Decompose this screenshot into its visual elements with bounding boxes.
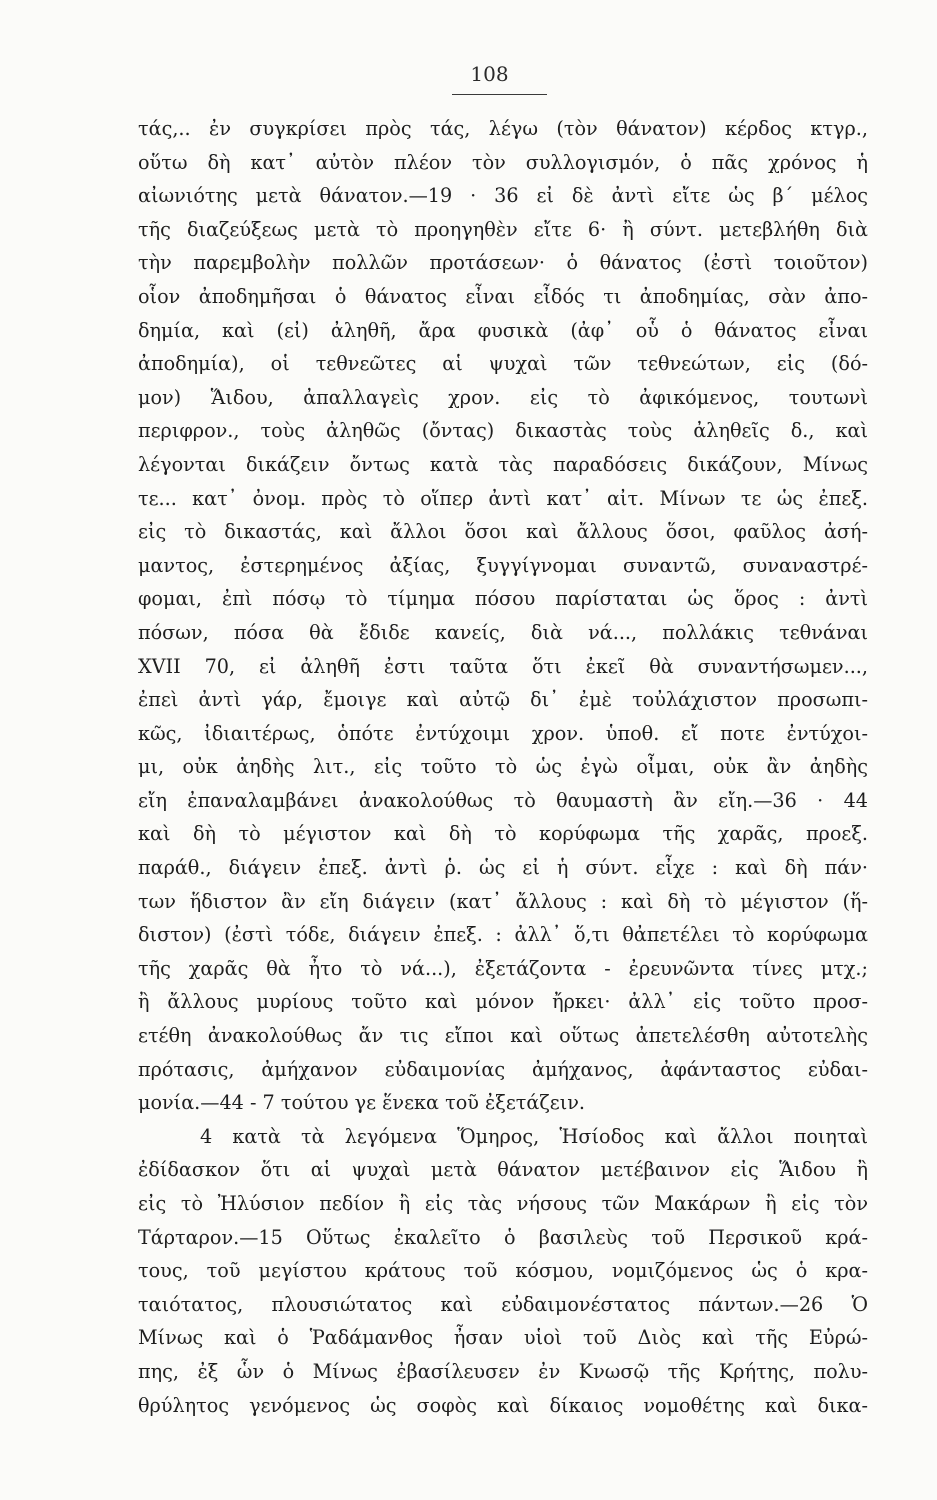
text-line: καὶ δὴ τὸ μέγιστον καὶ δὴ τὸ κορύφωμα τῆς χαρᾶς, προεξ. (138, 822, 868, 846)
text-line: Μίνως καὶ ὁ Ῥαδάμανθος ἦσαν υἱοὶ τοῦ Διὸς καὶ τῆς Εὐρώ- (138, 1326, 868, 1350)
text-line: τε... κατ᾽ ὀνομ. πρὸς τὸ οἵπερ ἀντὶ κατ᾽ αἰτ. Μίνων τε ὡς ἐπεξ. (138, 486, 868, 510)
text-line: XVII 70, εἰ ἀληθῆ ἐστι ταῦτα ὅτι ἐκεῖ θὰ συναντήσωμεν..., (138, 654, 868, 678)
text-line: ταιότατος, πλουσιώτατος καὶ εὐδαιμονέστατος πάντων.—26 Ὁ (138, 1292, 868, 1316)
text-line: δημία, καὶ (εἰ) ἀληθῆ, ἄρα φυσικὰ (ἀφ᾽ οὗ ὁ θάνατος εἶναι (138, 318, 868, 342)
text-line: πόσων, πόσα θὰ ἔδιδε κανείς, διὰ νά..., πολλάκις τεθνάναι (138, 620, 868, 644)
text-line: ἐδίδασκον ὅτι αἱ ψυχαὶ μετὰ θάνατον μετέβαινον εἰς Ἅιδου ἢ (138, 1158, 868, 1182)
text-line: τῆς διαζεύξεως μετὰ τὸ προηγηθὲν εἴτε 6· ἢ σύντ. μετεβλήθη διὰ (138, 217, 868, 241)
text-line: διστον) (ἐστὶ τόδε, διάγειν ἐπεξ. : ἀλλ᾽ ὅ,τι θἀπετέλει τὸ κορύφωμα (138, 923, 868, 947)
text-line: φομαι, ἐπὶ πόσῳ τὸ τίμημα πόσου παρίσταται ὡς ὅρος : ἀντὶ (138, 587, 868, 611)
text-line: ἐπεὶ ἀντὶ γάρ, ἔμοιγε καὶ αὐτῷ δι᾽ ἐμὲ τοὐλάχιστον προσωπι- (138, 688, 868, 712)
text-line: ετέθη ἀνακολούθως ἄν τις εἴποι καὶ οὕτως ἀπετελέσθη αὐτοτελὴς (138, 1024, 868, 1048)
text-line: παράθ., διάγειν ἐπεξ. ἀντὶ ῥ. ὡς εἰ ἡ σύντ. εἶχε : καὶ δὴ πάν· (138, 856, 868, 880)
text-line: εἰς τὸ Ἠλύσιον πεδίον ἢ εἰς τὰς νήσους τῶν Μακάρων ἢ εἰς τὸν (138, 1192, 868, 1215)
header-rule (452, 94, 547, 95)
text-line: τῆς χαρᾶς θὰ ἦτο τὸ νά...), ἐξετάζοντα - ἐρευνῶντα τίνες μτχ.; (138, 956, 868, 980)
text-line: τάς,.. ἐν συγκρίσει πρὸς τάς, λέγω (τὸν θάνατον) κέρδος κτγρ., (138, 117, 868, 140)
text-line: ἢ ἄλλους μυρίους τοῦτο καὶ μόνον ἤρκει· ἀλλ᾽ εἰς τοῦτο προσ- (138, 990, 868, 1014)
text-line: πρότασις, ἀμήχανον εὐδαιμονίας ἀμήχανος, ἀφάνταστος εὐδαι- (138, 1057, 868, 1081)
page-number: 108 (470, 62, 509, 86)
text-line: τους, τοῦ μεγίστου κράτους τοῦ κόσμου, νομιζόμενος ὡς ὁ κρα- (138, 1259, 868, 1283)
text-line: εἰς τὸ δικαστάς, καὶ ἄλλοι ὅσοι καὶ ἄλλους ὅσοι, φαῦλος ἀσή- (138, 520, 868, 544)
text-line: των ἥδιστον ἂν εἴη διάγειν (κατ᾽ ἄλλους : καὶ δὴ τὸ μέγιστον (ἥ- (138, 889, 868, 913)
text-line: πης, ἐξ ὧν ὁ Μίνως ἐβασίλευσεν ἐν Κνωσῷ τῆς Κρήτης, πολυ- (138, 1359, 868, 1383)
text-line: μον) Ἅιδου, ἀπαλλαγεὶς χρον. εἰς τὸ ἀφικόμενος, τουτωνὶ (138, 385, 868, 409)
text-line: λέγονται δικάζειν ὄντως κατὰ τὰς παραδόσεις δικάζουν, Μίνως (138, 452, 868, 476)
commentary-text (138, 112, 868, 1422)
text-line: μι, οὐκ ἀηδὴς λιτ., εἰς τοῦτο τὸ ὡς ἐγὼ οἶμαι, οὐκ ἂν ἀηδὴς (138, 755, 868, 779)
text-line: μαντος, ἐστερημένος ἀξίας, ξυγγίγνομαι συναντῶ, συναναστρέ- (138, 553, 868, 577)
text-line: περιφρον., τοὺς ἀληθῶς (ὄντας) δικαστὰς τοὺς ἀληθεῖς δ., καὶ (138, 419, 868, 443)
text-line: κῶς, ἰδιαιτέρως, ὁπότε ἐντύχοιμι χρον. ὑποθ. εἴ ποτε ἐντύχοι- (138, 721, 868, 745)
text-line: μονία.—44 - 7 τούτου γε ἕνεκα τοῦ ἐξετάζειν. (138, 1091, 586, 1115)
text-line: Τάρταρον.—15 Οὕτως ἐκαλεῖτο ὁ βασιλεὺς τοῦ Περσικοῦ κρά- (138, 1225, 868, 1249)
text-line: τὴν παρεμβολὴν πολλῶν προτάσεων· ὁ θάνατος (ἐστὶ τοιοῦτον) (138, 251, 868, 275)
text-line: οὕτω δὴ κατ᾽ αὐτὸν πλέον τὸν συλλογισμόν, ὁ πᾶς χρόνος ἡ (138, 150, 868, 174)
text-line: ἀποδημία), οἱ τεθνεῶτες αἱ ψυχαὶ τῶν τεθνεώτων, εἰς (δό- (138, 352, 868, 376)
text-line: εἴη ἐπαναλαμβάνει ἀνακολούθως τὸ θαυμαστὴ ἂν εἴη.—36 · 44 (138, 788, 868, 812)
text-line: θρύλητος γενόμενος ὡς σοφὸς καὶ δίκαιος νομοθέτης καὶ δικα- (138, 1393, 868, 1417)
text-line: οἷον ἀποδημῆσαι ὁ θάνατος εἶναι εἶδός τι ἀποδημίας, σὰν ἀπο- (138, 284, 868, 308)
text-line: αἰωνιότης μετὰ θάνατον.—19 · 36 εἰ δὲ ἀντὶ εἴτε ὡς β΄ μέλος (138, 184, 868, 208)
paragraph-first-line: 4 κατὰ τὰ λεγόμενα Ὅμηρος, Ἡσίοδος καὶ ἄλλοι ποιηταὶ (200, 1124, 868, 1148)
